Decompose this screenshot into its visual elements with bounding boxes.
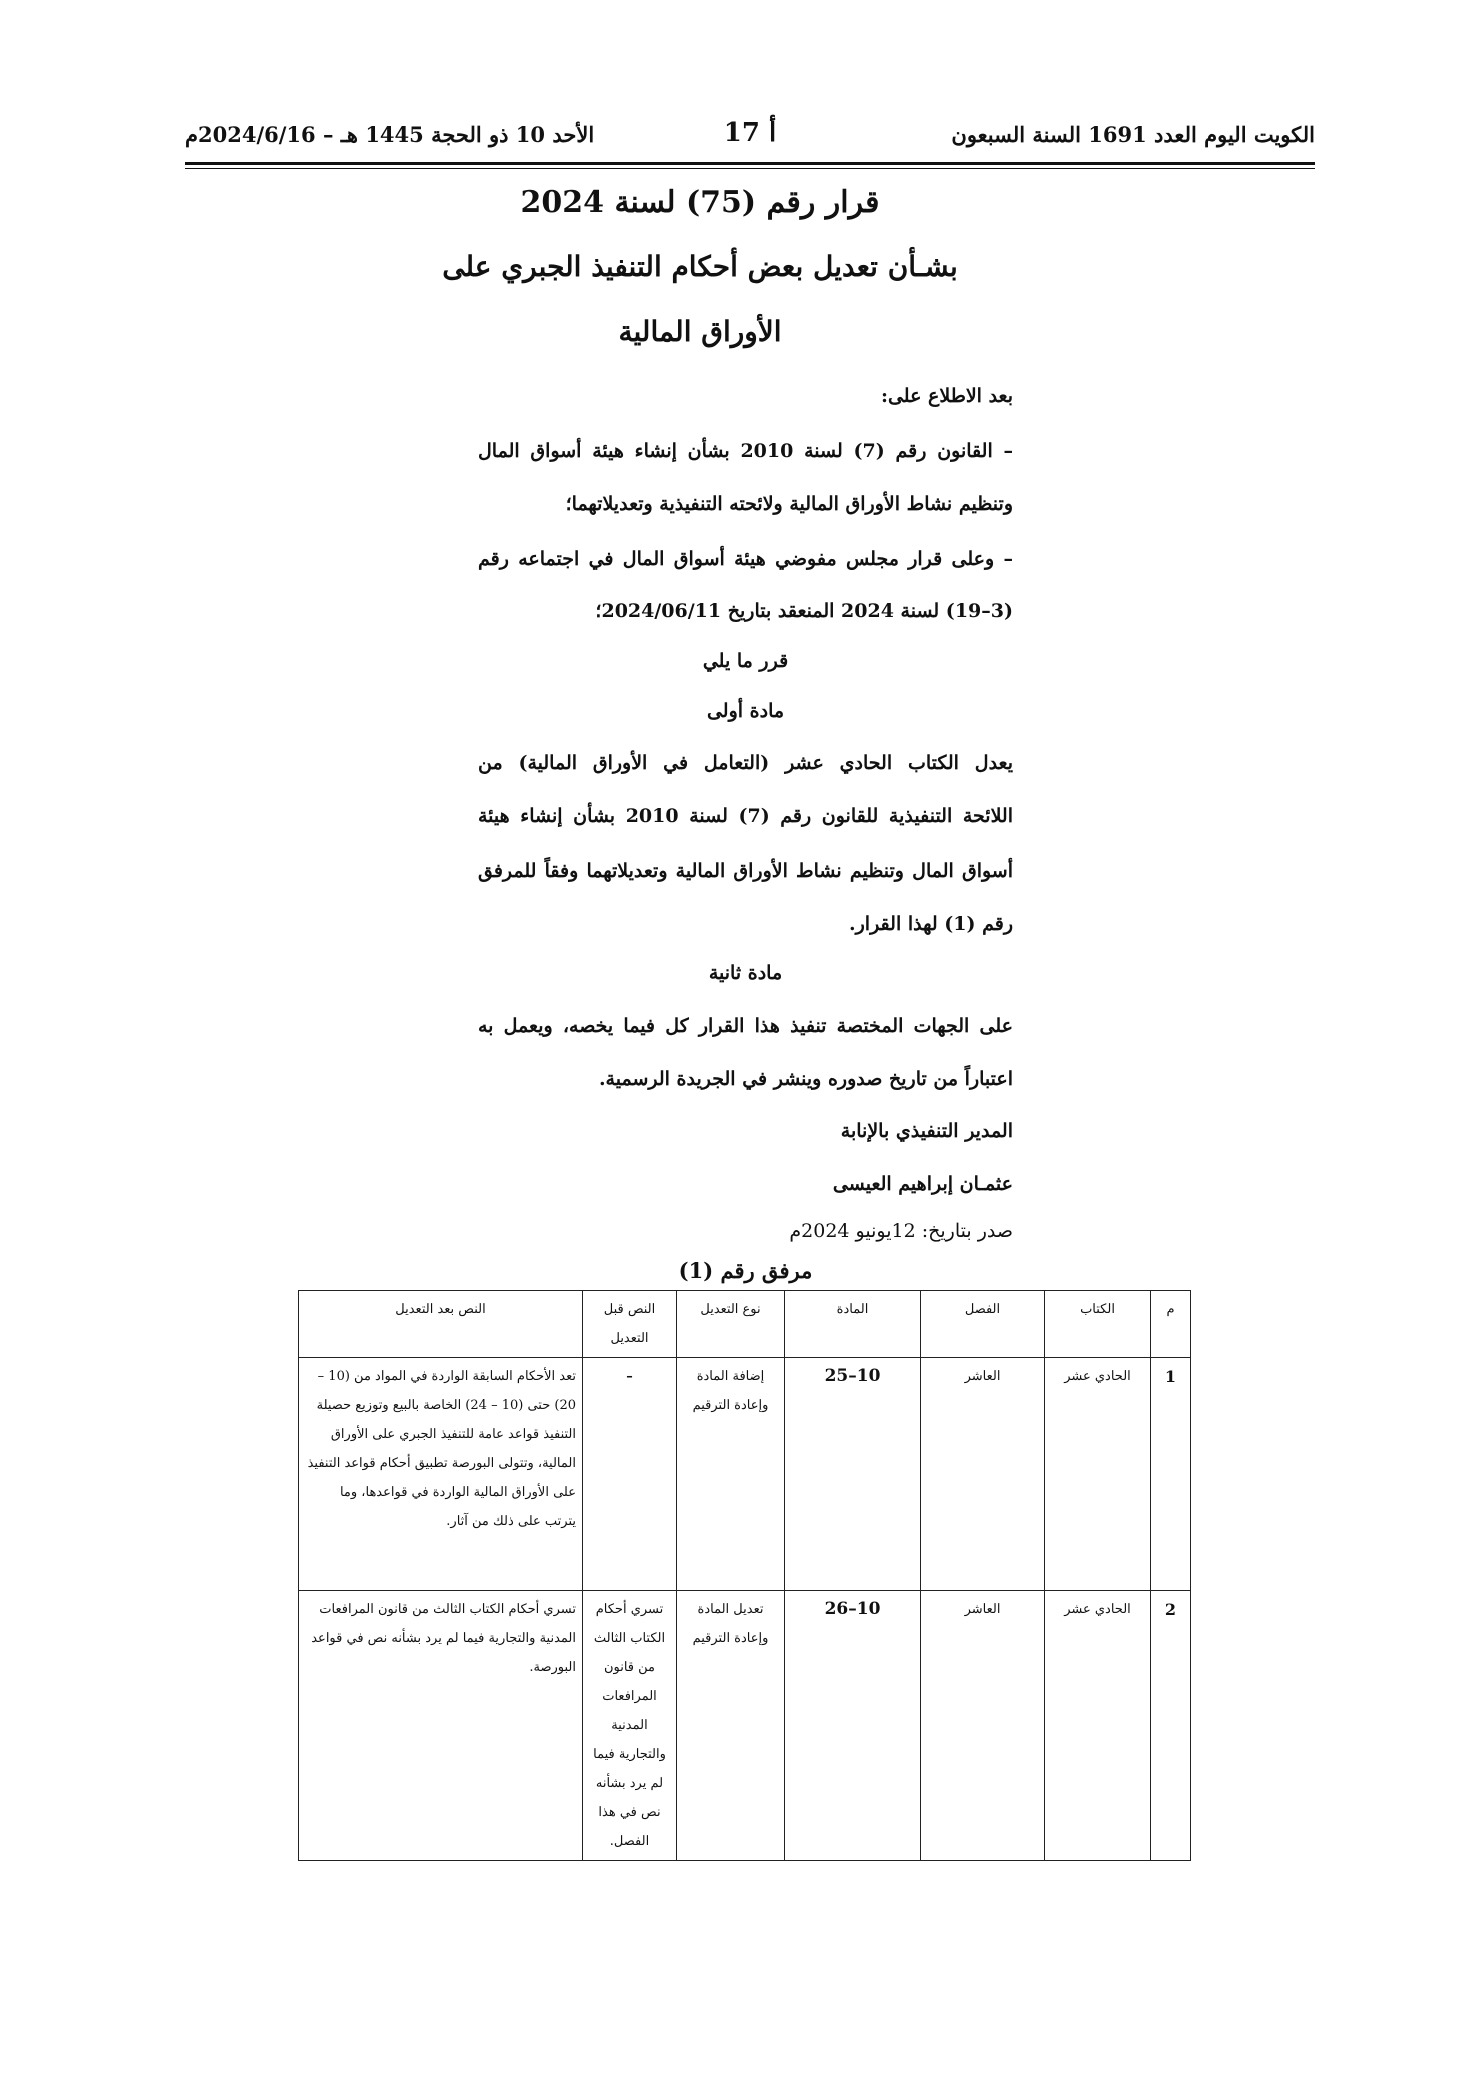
annex-title: مرفق رقم (1) <box>678 1258 813 1283</box>
cell-book: الحادي عشر <box>1045 1358 1151 1591</box>
publication-info: الكويت اليوم العدد 1691 السنة السبعون <box>951 122 1315 147</box>
issue-date: الأحد 10 ذو الحجة 1445 هـ – 2024/6/16م <box>185 122 595 147</box>
article1-line1: يعدل الكتاب الحادي عشر (التعامل في الأوراق المالية) من <box>478 752 1013 774</box>
header-rule-thin <box>185 168 1315 169</box>
issue-date-line: صدر بتاريخ: 12يونيو 2024م <box>789 1220 1013 1242</box>
col-header-num: م <box>1151 1291 1191 1358</box>
annex-table <box>298 1290 1191 1861</box>
col-header-after: النص بعد التعديل <box>299 1291 583 1358</box>
col-header-chapter: الفصل <box>921 1291 1045 1358</box>
article1-line2: اللائحة التنفيذية للقانون رقم (7) لسنة 2010 بشأن إنشاء هيئة <box>478 805 1013 827</box>
col-header-article: المادة <box>785 1291 921 1358</box>
cell-article: 10–26 <box>785 1591 921 1861</box>
cell-num: 1 <box>1151 1358 1191 1591</box>
table-row <box>299 1591 1191 1861</box>
preamble-intro: بعد الاطلاع على: <box>880 385 1013 407</box>
decision-subject-line1: بشـأن تعديل بعض أحكام التنفيذ الجبري على <box>442 250 958 283</box>
header-rule-thick <box>185 162 1315 165</box>
preamble-item2-line2: (3–19) لسنة 2024 المنعقد بتاريخ 2024/06/11؛ <box>595 600 1013 622</box>
resolved-heading: قرر ما يلي <box>702 650 789 672</box>
preamble-item1-line2: وتنظيم نشاط الأوراق المالية ولائحته التنفيذية وتعديلاتهما؛ <box>565 493 1013 515</box>
article2-heading: مادة ثانية <box>708 962 783 984</box>
cell-before: – <box>583 1358 677 1591</box>
cell-before: تسري أحكام الكتاب الثالث من قانون المرافعات المدنية والتجارية فيما لم يرد بشأنه نص في هذا الفصل. <box>583 1591 677 1861</box>
article1-line3: أسواق المال وتنظيم نشاط الأوراق المالية وتعديلاتهما وفقاً للمرفق <box>478 860 1013 882</box>
decision-subject-line2: الأوراق المالية <box>618 315 782 348</box>
article1-line4: رقم (1) لهذا القرار. <box>849 913 1013 935</box>
page-number: أ 17 <box>723 118 777 148</box>
col-header-before: النص قبل التعديل <box>583 1291 677 1358</box>
article1-heading: مادة أولى <box>706 700 785 722</box>
col-header-change-type: نوع التعديل <box>677 1291 785 1358</box>
cell-after: تسري أحكام الكتاب الثالث من قانون المرافعات المدنية والتجارية فيما لم يرد بشأنه نص في قواعد البورصة. <box>299 1591 583 1861</box>
cell-change-type: إضافة المادة وإعادة الترقيم <box>677 1358 785 1591</box>
table-row <box>299 1358 1191 1591</box>
cell-article: 10–25 <box>785 1358 921 1591</box>
cell-num: 2 <box>1151 1591 1191 1861</box>
article2-line1: على الجهات المختصة تنفيذ هذا القرار كل فيما يخصه، ويعمل به <box>478 1015 1013 1037</box>
article2-line2: اعتباراً من تاريخ صدوره وينشر في الجريدة الرسمية. <box>598 1068 1013 1090</box>
preamble-item2-line1: – وعلى قرار مجلس مفوضي هيئة أسواق المال في اجتماعه رقم <box>478 548 1013 570</box>
cell-chapter: العاشر <box>921 1358 1045 1591</box>
cell-after: تعد الأحكام السابقة الواردة في المواد من (10 – 20) حتى (10 – 24) الخاصة بالبيع وتوزيع حصيلة التنفيذ قواعد عامة للتنفيذ الجبري على الأوراق المالية، وتتولى البورصة تطبيق أحكام قواعد التنفيذ على الأوراق المالية الواردة في قواعدها، وما يترتب على ذلك من آثار. <box>299 1358 583 1591</box>
decision-title: قرار رقم (75) لسنة 2024 <box>520 185 880 220</box>
signatory-name: عثمـان إبراهيم العيسى <box>832 1173 1013 1195</box>
annex-table-wrapper <box>298 1290 1190 1861</box>
annex-header-row <box>299 1291 1191 1358</box>
cell-chapter: العاشر <box>921 1591 1045 1861</box>
signatory-title: المدير التنفيذي بالإنابة <box>840 1120 1013 1142</box>
page-header <box>185 118 1315 158</box>
cell-change-type: تعديل المادة وإعادة الترقيم <box>677 1591 785 1861</box>
cell-book: الحادي عشر <box>1045 1591 1151 1861</box>
preamble-item1-line1: – القانون رقم (7) لسنة 2010 بشأن إنشاء هيئة أسواق المال <box>478 440 1013 462</box>
col-header-book: الكتاب <box>1045 1291 1151 1358</box>
